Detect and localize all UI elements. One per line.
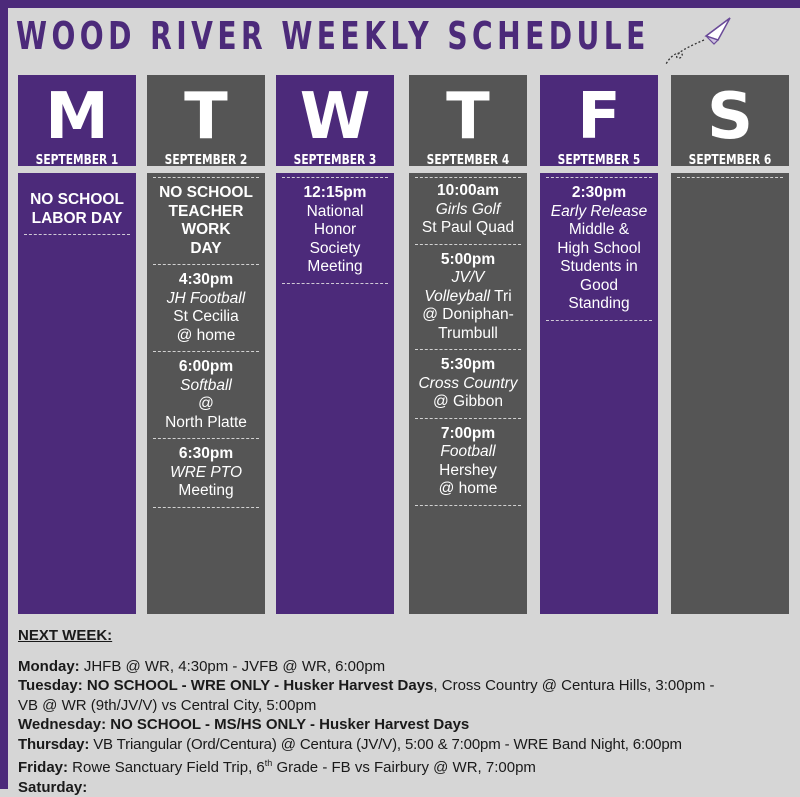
day-header-monday: M SEPTEMBER 1 [18,75,136,166]
event-teacher-work-day: NO SCHOOL TEACHER WORK DAY [147,178,265,264]
divider [153,177,259,178]
top-border [0,0,800,8]
divider [24,234,130,235]
divider [677,177,783,178]
next-week-saturday: Saturday: [18,778,800,797]
next-week-section [18,626,800,797]
divider [415,177,521,178]
divider [153,438,259,439]
divider [415,505,521,506]
left-border [0,0,8,789]
divider [153,507,259,508]
divider [415,349,521,350]
event-jh-football: 4:30pm JH Football St Cecilia @ home [147,265,265,351]
event-softball: 6:00pm Softball @ North Platte [147,352,265,438]
divider [546,320,652,321]
day-column-monday [18,173,136,614]
divider [282,283,388,284]
divider [153,264,259,265]
event-volleyball: 5:00pm JV/V Volleyball Tri @ Doniphan- Trumbull [409,245,527,350]
event-football: 7:00pm Football Hershey @ home [409,419,527,505]
day-header-friday: F SEPTEMBER 5 [540,75,658,166]
day-column-thursday [409,173,527,614]
next-week-wednesday: Wednesday: NO SCHOOL - MS/HS ONLY - Husker Harvest Days [18,715,800,735]
event-labor-day: NO SCHOOL LABOR DAY [18,185,136,234]
day-column-wednesday [276,173,394,614]
day-header-saturday: S SEPTEMBER 6 [671,75,789,166]
next-week-monday: Monday: JHFB @ WR, 4:30pm - JVFB @ WR, 6:00pm [18,657,800,677]
day-column-friday [540,173,658,614]
event-cross-country: 5:30pm Cross Country @ Gibbon [409,350,527,418]
next-week-tuesday: Tuesday: NO SCHOOL - WRE ONLY - Husker Harvest Days, Cross Country @ Centura Hills, 3:00pm - [18,676,800,696]
event-nhs-meeting: 12:15pm National Honor Society Meeting [276,178,394,283]
next-week-heading: NEXT WEEK: [18,626,800,646]
day-column-saturday [671,173,789,614]
day-column-tuesday [147,173,265,614]
paper-airplane-icon [660,14,735,69]
day-header-thursday: T SEPTEMBER 4 [409,75,527,166]
divider [415,244,521,245]
divider [546,177,652,178]
next-week-thursday: Thursday: VB Triangular (Ord/Centura) @ Centura (JV/V), 5:00 & 7:00pm - WRE Band Night, 6:00pm [18,735,800,755]
divider [282,177,388,178]
day-header-wednesday: W SEPTEMBER 3 [276,75,394,166]
next-week-friday: Friday: Rowe Sanctuary Field Trip, 6th Grade - FB vs Fairbury @ WR, 7:00pm [18,754,800,778]
event-girls-golf: 10:00am Girls Golf St Paul Quad [409,178,527,244]
page-title: WOOD RIVER WEEKLY SCHEDULE [16,14,650,58]
event-pto-meeting: 6:30pm WRE PTO Meeting [147,439,265,507]
day-header-tuesday: T SEPTEMBER 2 [147,75,265,166]
next-week-tuesday-cont: VB @ WR (9th/JV/V) vs Central City, 5:00pm [18,696,800,716]
divider [415,418,521,419]
event-early-release: 2:30pm Early Release Middle & High School Students in Good Standing [540,178,658,320]
divider [153,351,259,352]
